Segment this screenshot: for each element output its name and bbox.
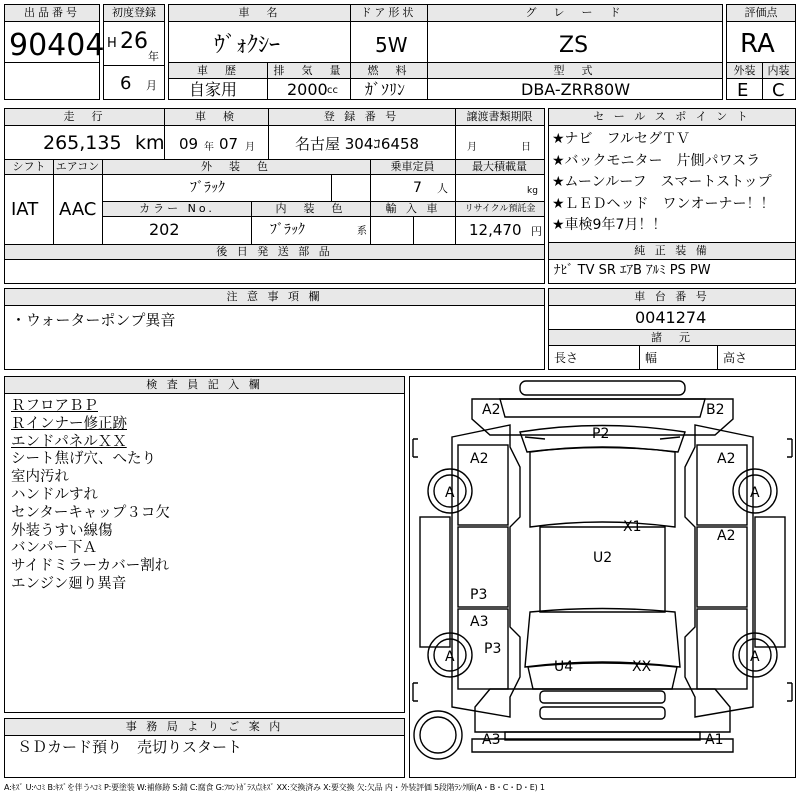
capacity-label: 乗車定員 [370, 160, 456, 175]
notes-label: 注 意 事 項 欄 [5, 289, 544, 306]
inspector-line: 外装うすい線傷 [11, 522, 113, 539]
inspector-line: ＲフロアＢＰ [11, 398, 98, 414]
interior-label: 内装 [762, 63, 795, 79]
int-color-label: 内 装 色 [251, 202, 370, 217]
exterior-grade: E [737, 80, 749, 101]
int-color: ﾌﾞﾗｯｸ [270, 222, 305, 238]
plate-label: 登 録 番 号 [268, 109, 456, 126]
color-no: 202 [149, 220, 180, 239]
score: RA [740, 29, 775, 59]
roof-center [540, 527, 665, 612]
door-label: ドア形状 [350, 5, 428, 22]
mark-a3-rear-left: A3 [482, 732, 501, 748]
chassis-number: 0041274 [635, 308, 707, 327]
history-label: 車 歴 [169, 63, 268, 79]
door-type: 5W [375, 33, 408, 57]
recycle-label: リサイクル預託金 [456, 202, 544, 217]
mark-a2-front-left: A2 [482, 402, 501, 418]
load-unit: kg [527, 186, 538, 196]
shift: IAT [11, 199, 39, 220]
equipment-label: 純 正 装 備 [549, 243, 795, 260]
model-label: 型 式 [427, 63, 722, 79]
fuel-label: 燃 料 [350, 63, 428, 79]
recycle-unit: 円 [531, 225, 542, 238]
inspector-line: センターキャップ３コ欠 [11, 504, 170, 521]
int-color-suffix: 系 [357, 226, 367, 237]
selling-point: ★車検9年7月！！ [552, 217, 667, 233]
selling-points-label: セ ー ル ス ポ イ ン ト [549, 109, 795, 126]
inspector-line: エンジン廻り異音 [11, 575, 127, 592]
office-text: ＳＤカード預り 売切りスタート [17, 738, 243, 756]
mark-a-front-left-wheel: A [445, 485, 455, 501]
recycle-fee: 12,470 [469, 221, 522, 239]
car-name-label: 車 名 [169, 5, 351, 22]
inspector-line: バンパー下Ａ [11, 540, 97, 557]
mileage-label: 走 行 [5, 109, 165, 126]
score-box [726, 4, 796, 100]
mileage-unit: km [135, 132, 165, 154]
car-damage-diagram [409, 376, 796, 778]
equipment-list: ﾅﾋﾞ TV SR ｴｱB ｱﾙﾐ PS PW [554, 263, 711, 278]
rear-bumper-shape [472, 739, 733, 752]
interior-grade: C [772, 80, 785, 101]
rear-gate-outline [475, 689, 730, 732]
reg-month-suffix: 月 [146, 79, 157, 92]
insp-month: 07 [219, 135, 239, 153]
mark-a3-left-quarter: A3 [470, 614, 489, 630]
selling-point: ★ナビ フルセグＴＶ [552, 131, 690, 147]
notes-text: ・ウォーターポンプ異音 [11, 311, 176, 329]
first-registration-box [103, 4, 165, 100]
capacity: 7 [413, 180, 422, 196]
inspector-notes [11, 398, 170, 594]
mileage: 265,135 [43, 132, 122, 154]
mark-a2-left-fender: A2 [470, 451, 489, 467]
lot-label: 出品番号 [5, 5, 99, 22]
inspector-line: サイドミラーカバー割れ [11, 558, 170, 575]
displacement: 2000 [287, 80, 328, 99]
plate-number: 名古屋 304ｺ6458 [295, 135, 420, 153]
mark-a1-rear-right: A1 [705, 732, 724, 748]
load-label: 最大積載量 [455, 160, 544, 175]
car-diagram-svg [410, 377, 795, 777]
rear-glass [525, 609, 680, 668]
selling-point: ★ＬＥＤヘッド ワンオーナー！！ [552, 195, 775, 212]
era: H [107, 36, 117, 51]
mark-u2-roof: U2 [593, 550, 613, 566]
office-label: 事 務 局 よ り ご 案 内 [5, 719, 404, 736]
insp-year: 09 [179, 135, 199, 153]
notes-box [4, 288, 545, 370]
mark-b2-front-right: B2 [706, 402, 725, 418]
mark-a2-right-door: A2 [717, 528, 736, 544]
length-label: 長さ [554, 351, 579, 365]
inspector-line: エンドパネルＸＸ [11, 433, 127, 450]
import-label: 輸 入 車 [371, 202, 455, 217]
capacity-unit: 人 [437, 182, 448, 195]
displacement-unit: cc [327, 85, 338, 96]
first-reg-label: 初度登録 [104, 5, 164, 22]
mark-u4-rear: U4 [554, 659, 574, 675]
insp-month-suffix: 月 [245, 142, 255, 153]
mark-a2-right-fender: A2 [717, 451, 736, 467]
mark-p2-windshield: P2 [592, 426, 610, 442]
mark-a-rear-left-wheel: A [445, 649, 455, 665]
car-name: ｳﾞｫｸｼｰ [214, 33, 281, 58]
model: DBA-ZRR80W [521, 80, 631, 99]
office-box [4, 718, 405, 778]
mark-a-front-right-wheel: A [750, 485, 760, 501]
reg-month: 6 [120, 73, 132, 94]
lot-number: 90404 [9, 28, 105, 63]
selling-points-box [548, 108, 796, 284]
inspector-label: 検 査 員 記 入 欄 [5, 377, 404, 394]
grade: ZS [559, 33, 589, 58]
width-label: 幅 [645, 351, 658, 365]
mark-p3-left-door: P3 [470, 587, 488, 603]
aircon: AAC [59, 199, 97, 220]
score-label: 評価点 [727, 5, 795, 22]
roof-front [530, 447, 675, 527]
dims-label: 諸 元 [549, 330, 795, 346]
grade-label: グ レ ー ド [427, 5, 722, 22]
inspector-line: Ｒインナー修正跡 [11, 415, 127, 432]
shift-label: シフト [5, 160, 54, 175]
ext-color-label: 外 装 色 [102, 160, 371, 175]
mark-a-rear-right-wheel: A [750, 649, 760, 665]
inspector-line: 室内汚れ [11, 469, 69, 486]
reg-year-suffix: 年 [148, 50, 159, 63]
mark-p3-left-rear: P3 [484, 641, 502, 657]
later-parts-label: 後 日 発 送 部 品 [5, 245, 544, 260]
exterior-label: 外装 [727, 63, 763, 79]
mark-x1-roof: X1 [623, 519, 642, 535]
car-info-box [168, 4, 723, 100]
inspection-label: 車 検 [164, 109, 269, 126]
insp-year-suffix: 年 [204, 142, 214, 153]
history: 自家用 [189, 80, 238, 99]
spare-wheel [414, 711, 462, 759]
displacement-label: 排 気 量 [267, 63, 351, 79]
inspector-line: シート焦げ穴、へたり [11, 451, 156, 468]
front-bumper-shape [520, 381, 685, 395]
selling-point: ★ムーンルーフ スマートストップ [552, 174, 772, 190]
doc-day: 日 [521, 142, 531, 153]
ext-color: ﾌﾞﾗｯｸ [190, 180, 225, 196]
height-label: 高さ [723, 351, 748, 365]
ac-label: エアコン [53, 160, 103, 175]
inspector-box [4, 376, 405, 713]
doc-month: 月 [467, 142, 477, 153]
selling-points-list [552, 129, 775, 237]
chassis-box [548, 288, 796, 370]
selling-point: ★バックモニター 片側パワスラ [552, 152, 761, 169]
chassis-label: 車 台 番 号 [549, 289, 795, 306]
vehicle-detail-box [4, 108, 545, 284]
legend-footer: A:ｷｽﾞ U:ﾍｺﾐ B:ｷｽﾞを伴うﾍｺﾐ P:要塗装 W:補修跡 S:錆 C:腐食 G:ﾌﾛﾝﾄｶﾞﾗｽ点ｷｽﾞ XX:交換済み X:要交換 欠:欠品 内・外装評価 5段階ﾗﾝｸ順(A・B・C・D・E) 1 [4, 783, 545, 792]
inspector-line: ハンドルすれ [11, 486, 98, 503]
doc-deadline-label: 譲渡書類期限 [455, 109, 544, 126]
color-no-label: カラー No. [103, 202, 252, 217]
reg-year: 26 [120, 29, 148, 54]
lot-box [4, 4, 105, 100]
fuel: ｶﾞｿﾘﾝ [365, 80, 406, 99]
mark-xx-rear: XX [632, 659, 652, 675]
